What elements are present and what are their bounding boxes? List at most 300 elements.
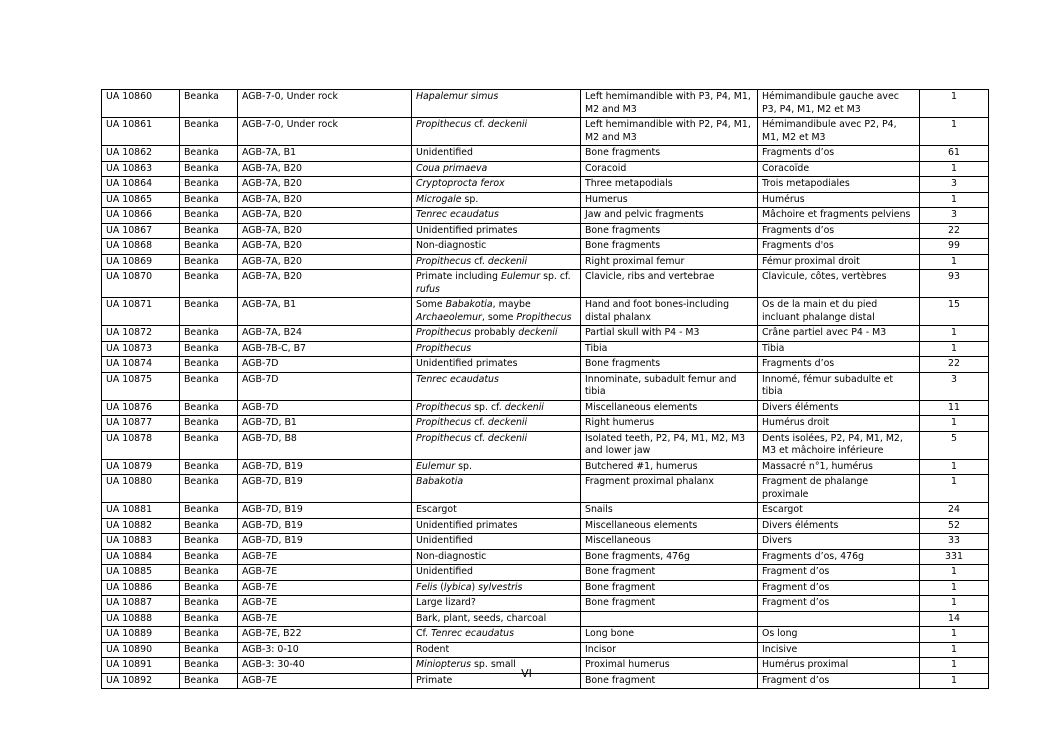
count-cell: 15 [920, 298, 989, 326]
site-cell: AGB-7D, B19 [238, 518, 412, 534]
site-cell: AGB-7A, B1 [238, 146, 412, 162]
catalog-number-cell: UA 10873 [102, 341, 180, 357]
count-cell: 1 [920, 118, 989, 146]
locality-cell: Beanka [180, 503, 238, 519]
taxon-cell [412, 357, 581, 373]
count-cell: 5 [920, 431, 989, 459]
site-cell: AGB-7D, B19 [238, 503, 412, 519]
taxon-segment: Propithecus [516, 311, 572, 323]
count-cell: 1 [920, 565, 989, 581]
count-cell: 1 [920, 580, 989, 596]
taxon-segment: Tenrec ecaudatus [416, 373, 499, 385]
catalog-number-cell: UA 10864 [102, 177, 180, 193]
table-row [102, 518, 989, 534]
catalog-number-cell: UA 10870 [102, 270, 180, 298]
element-english-cell: Proximal humerus [581, 658, 758, 674]
catalog-number-cell: UA 10880 [102, 475, 180, 503]
taxon-segment: Propithecus [416, 327, 472, 338]
count-cell: 1 [920, 596, 989, 612]
site-cell: AGB-7D, B19 [238, 475, 412, 503]
catalog-number-cell: UA 10889 [102, 627, 180, 643]
locality-cell: Beanka [180, 208, 238, 224]
catalog-number-cell: UA 10890 [102, 642, 180, 658]
taxon-segment: Propithecus [416, 342, 472, 354]
taxon-segment: deckenii [487, 119, 528, 130]
element-english-cell: Butchered #1, humerus [581, 459, 758, 475]
catalog-number-cell: UA 10862 [102, 146, 180, 162]
taxon-segment: Propithecus [416, 432, 472, 444]
taxon-segment: Miniopterus [416, 659, 472, 670]
table-row [102, 192, 989, 208]
taxon-segment: Escargot [416, 504, 457, 515]
table-row [102, 90, 989, 118]
taxon-cell [412, 431, 581, 459]
locality-cell: Beanka [180, 580, 238, 596]
site-cell: AGB-7E [238, 596, 412, 612]
taxon-segment: Felis [416, 581, 438, 593]
taxon-cell [412, 503, 581, 519]
locality-cell: Beanka [180, 177, 238, 193]
site-cell: AGB-3: 30-40 [238, 658, 412, 674]
taxon-segment: Large lizard? [416, 597, 476, 608]
element-english-cell: Bone fragments, 476g [581, 549, 758, 565]
taxon-segment: Propithecus [416, 417, 472, 428]
locality-cell: Beanka [180, 565, 238, 581]
taxon-segment: Eulemur [500, 271, 541, 282]
element-english-cell: Incisor [581, 642, 758, 658]
table-row [102, 118, 989, 146]
element-english-cell: Left hemimandible with P2, P4, M1, M2 and M3 [581, 118, 758, 146]
taxon-segment: Propithecus [416, 401, 472, 413]
table-row [102, 580, 989, 596]
table-row [102, 459, 989, 475]
site-cell: AGB-7E [238, 565, 412, 581]
element-french-cell: Dents isolées, P2, P4, M1, M2, M3 et mâchoire inférieure [758, 431, 920, 459]
element-english-cell: Tibia [581, 341, 758, 357]
taxon-cell [412, 611, 581, 627]
taxon-segment: sp. cf. [540, 271, 571, 282]
element-french-cell: Os de la main et du pied incluant phalange distal [758, 298, 920, 326]
site-cell: AGB-3: 0-10 [238, 642, 412, 658]
count-cell: 24 [920, 503, 989, 519]
site-cell: AGB-7A, B20 [238, 161, 412, 177]
table-row [102, 254, 989, 270]
site-cell: AGB-7D, B19 [238, 534, 412, 550]
catalog-number-cell: UA 10876 [102, 400, 180, 416]
catalog-number-cell: UA 10878 [102, 431, 180, 459]
table-row [102, 611, 989, 627]
table-row [102, 416, 989, 432]
taxon-cell [412, 475, 581, 503]
site-cell: AGB-7A, B20 [238, 223, 412, 239]
element-french-cell: Fragments d’os [758, 357, 920, 373]
element-english-cell: Innominate, subadult femur and tibia [581, 372, 758, 400]
taxon-cell [412, 372, 581, 400]
catalog-number-cell: UA 10875 [102, 372, 180, 400]
site-cell: AGB-7A, B1 [238, 298, 412, 326]
catalog-number-cell: UA 10881 [102, 503, 180, 519]
catalog-number-cell: UA 10860 [102, 90, 180, 118]
count-cell: 3 [920, 208, 989, 224]
table-row [102, 503, 989, 519]
element-french-cell: Humérus droit [758, 416, 920, 432]
catalog-number-cell: UA 10888 [102, 611, 180, 627]
locality-cell: Beanka [180, 475, 238, 503]
locality-cell: Beanka [180, 146, 238, 162]
specimen-table [101, 89, 989, 689]
locality-cell: Beanka [180, 223, 238, 239]
taxon-segment: Rodent [416, 643, 450, 655]
locality-cell: Beanka [180, 239, 238, 255]
taxon-segment: Non-diagnostic [416, 550, 487, 562]
taxon-segment: ( [437, 581, 444, 593]
element-english-cell: Hand and foot bones-including distal phalanx [581, 298, 758, 326]
table-row [102, 177, 989, 193]
catalog-number-cell: UA 10863 [102, 161, 180, 177]
taxon-cell [412, 177, 581, 193]
element-french-cell: Fragments d'os [758, 239, 920, 255]
element-english-cell: Snails [581, 503, 758, 519]
taxon-segment: Unidentified [416, 566, 473, 577]
site-cell: AGB-7B-C, B7 [238, 341, 412, 357]
element-french-cell: Trois metapodiales [758, 177, 920, 193]
taxon-segment: Hapalemur simus [416, 91, 499, 102]
element-french-cell: Hémimandibule avec P2, P4, M1, M2 et M3 [758, 118, 920, 146]
element-french-cell: Fragments d’os, 476g [758, 549, 920, 565]
site-cell: AGB-7D, B19 [238, 459, 412, 475]
site-cell: AGB-7D [238, 400, 412, 416]
element-french-cell: Fémur proximal droit [758, 254, 920, 270]
taxon-segment: sp. [455, 460, 472, 472]
taxon-cell [412, 161, 581, 177]
locality-cell: Beanka [180, 270, 238, 298]
element-french-cell: Tibia [758, 341, 920, 357]
element-french-cell: Humérus [758, 192, 920, 208]
count-cell: 1 [920, 90, 989, 118]
taxon-segment: , maybe [492, 299, 531, 310]
locality-cell: Beanka [180, 372, 238, 400]
taxon-cell [412, 416, 581, 432]
site-cell: AGB-7-0, Under rock [238, 90, 412, 118]
catalog-number-cell: UA 10872 [102, 326, 180, 342]
taxon-segment: Tenrec ecaudatus [431, 628, 514, 639]
taxon-segment: Primate [416, 674, 453, 686]
element-french-cell: Escargot [758, 503, 920, 519]
count-cell: 1 [920, 459, 989, 475]
locality-cell: Beanka [180, 90, 238, 118]
table-row [102, 549, 989, 565]
page-number: VI [521, 667, 532, 680]
taxon-segment: sylvestris [478, 581, 523, 593]
locality-cell: Beanka [180, 534, 238, 550]
taxon-cell [412, 518, 581, 534]
table-row [102, 400, 989, 416]
element-french-cell [758, 611, 920, 627]
count-cell: 99 [920, 239, 989, 255]
element-french-cell: Clavicule, côtes, vertèbres [758, 270, 920, 298]
taxon-cell [412, 192, 581, 208]
catalog-number-cell: UA 10871 [102, 298, 180, 326]
taxon-cell [412, 270, 581, 298]
element-french-cell: Crâne partiel avec P4 - M3 [758, 326, 920, 342]
taxon-segment: deckenii [487, 417, 528, 428]
table-row [102, 326, 989, 342]
element-french-cell: Fragment de phalange proximale [758, 475, 920, 503]
taxon-cell [412, 118, 581, 146]
taxon-segment: sp. cf. [471, 401, 505, 413]
element-french-cell: Innomé, fémur subadulte et tibia [758, 372, 920, 400]
catalog-number-cell: UA 10886 [102, 580, 180, 596]
element-english-cell: Bone fragments [581, 357, 758, 373]
table-row [102, 341, 989, 357]
catalog-number-cell: UA 10892 [102, 673, 180, 689]
element-english-cell: Right humerus [581, 416, 758, 432]
count-cell: 331 [920, 549, 989, 565]
taxon-cell [412, 549, 581, 565]
element-english-cell: Right proximal femur [581, 254, 758, 270]
count-cell: 22 [920, 223, 989, 239]
element-french-cell: Fragment d’os [758, 580, 920, 596]
count-cell: 1 [920, 341, 989, 357]
catalog-number-cell: UA 10884 [102, 549, 180, 565]
site-cell: AGB-7D [238, 372, 412, 400]
count-cell: 1 [920, 642, 989, 658]
element-french-cell: Os long [758, 627, 920, 643]
catalog-number-cell: UA 10887 [102, 596, 180, 612]
taxon-cell [412, 534, 581, 550]
element-french-cell: Coracoïde [758, 161, 920, 177]
element-french-cell: Divers éléments [758, 400, 920, 416]
taxon-segment: Propithecus [416, 255, 472, 267]
locality-cell: Beanka [180, 357, 238, 373]
count-cell: 1 [920, 627, 989, 643]
table-row [102, 239, 989, 255]
element-english-cell: Fragment proximal phalanx [581, 475, 758, 503]
table-row [102, 642, 989, 658]
site-cell: AGB-7E [238, 673, 412, 689]
taxon-segment: Eulemur [416, 460, 456, 472]
element-french-cell: Incisive [758, 642, 920, 658]
taxon-segment: Primate including [416, 271, 501, 282]
taxon-segment: , some [481, 311, 517, 323]
element-english-cell: Bone fragments [581, 239, 758, 255]
element-english-cell: Bone fragment [581, 673, 758, 689]
taxon-cell [412, 239, 581, 255]
locality-cell: Beanka [180, 161, 238, 177]
taxon-segment: deckenii [487, 255, 528, 267]
count-cell: 11 [920, 400, 989, 416]
count-cell: 1 [920, 254, 989, 270]
taxon-cell [412, 400, 581, 416]
count-cell: 52 [920, 518, 989, 534]
element-english-cell: Miscellaneous elements [581, 400, 758, 416]
element-english-cell: Bone fragments [581, 146, 758, 162]
specimen-table-body [102, 90, 989, 689]
site-cell: AGB-7A, B20 [238, 239, 412, 255]
site-cell: AGB-7A, B20 [238, 270, 412, 298]
element-english-cell [581, 611, 758, 627]
site-cell: AGB-7D, B8 [238, 431, 412, 459]
taxon-cell [412, 254, 581, 270]
catalog-number-cell: UA 10877 [102, 416, 180, 432]
element-english-cell: Clavicle, ribs and vertebrae [581, 270, 758, 298]
count-cell: 1 [920, 161, 989, 177]
taxon-cell [412, 208, 581, 224]
table-row [102, 431, 989, 459]
table-row [102, 596, 989, 612]
catalog-number-cell: UA 10885 [102, 565, 180, 581]
catalog-number-cell: UA 10891 [102, 658, 180, 674]
locality-cell: Beanka [180, 673, 238, 689]
taxon-cell [412, 580, 581, 596]
taxon-segment: sp. [461, 193, 479, 205]
taxon-cell [412, 627, 581, 643]
taxon-segment: Cryptoprocta ferox [416, 178, 505, 189]
taxon-cell [412, 341, 581, 357]
element-english-cell: Bone fragments [581, 223, 758, 239]
taxon-segment: Archaeolemur [416, 311, 482, 323]
taxon-segment: Microgale [416, 193, 462, 205]
element-french-cell: Divers [758, 534, 920, 550]
table-row [102, 475, 989, 503]
element-english-cell: Bone fragment [581, 565, 758, 581]
taxon-cell [412, 223, 581, 239]
site-cell: AGB-7E [238, 611, 412, 627]
taxon-segment: rufus [416, 283, 440, 295]
catalog-number-cell: UA 10861 [102, 118, 180, 146]
element-french-cell: Divers éléments [758, 518, 920, 534]
element-french-cell: Massacré n°1, humérus [758, 459, 920, 475]
taxon-segment: Unidentified primates [416, 519, 518, 531]
locality-cell: Beanka [180, 341, 238, 357]
element-english-cell: Isolated teeth, P2, P4, M1, M2, M3 and lower jaw [581, 431, 758, 459]
site-cell: AGB-7D [238, 357, 412, 373]
element-english-cell: Humerus [581, 192, 758, 208]
locality-cell: Beanka [180, 192, 238, 208]
site-cell: AGB-7A, B20 [238, 208, 412, 224]
locality-cell: Beanka [180, 416, 238, 432]
count-cell: 1 [920, 192, 989, 208]
count-cell: 61 [920, 146, 989, 162]
taxon-segment: Unidentified primates [416, 224, 518, 236]
site-cell: AGB-7A, B20 [238, 192, 412, 208]
taxon-segment: lybica [443, 581, 472, 593]
taxon-segment: Babakotia [445, 299, 493, 310]
table-row [102, 372, 989, 400]
site-cell: AGB-7D, B1 [238, 416, 412, 432]
taxon-segment: deckenii [504, 401, 544, 413]
table-row [102, 223, 989, 239]
table-row [102, 627, 989, 643]
locality-cell: Beanka [180, 326, 238, 342]
count-cell: 1 [920, 326, 989, 342]
taxon-cell [412, 146, 581, 162]
count-cell: 1 [920, 416, 989, 432]
taxon-segment: Unidentified [416, 147, 473, 158]
catalog-number-cell: UA 10874 [102, 357, 180, 373]
count-cell: 93 [920, 270, 989, 298]
site-cell: AGB-7-0, Under rock [238, 118, 412, 146]
taxon-segment: Non-diagnostic [416, 240, 487, 251]
element-french-cell: Mâchoire et fragments pelviens [758, 208, 920, 224]
site-cell: AGB-7E [238, 549, 412, 565]
table-row [102, 208, 989, 224]
element-french-cell: Fragment d’os [758, 673, 920, 689]
locality-cell: Beanka [180, 459, 238, 475]
locality-cell: Beanka [180, 596, 238, 612]
taxon-cell [412, 565, 581, 581]
taxon-segment: cf. [471, 417, 488, 428]
catalog-number-cell: UA 10869 [102, 254, 180, 270]
locality-cell: Beanka [180, 658, 238, 674]
element-french-cell: Fragment d’os [758, 596, 920, 612]
taxon-segment: Babakotia [416, 476, 464, 487]
element-french-cell: Fragments d’os [758, 223, 920, 239]
taxon-segment: Bark, plant, seeds, charcoal [416, 612, 547, 624]
locality-cell: Beanka [180, 254, 238, 270]
count-cell: 1 [920, 673, 989, 689]
table-row [102, 298, 989, 326]
element-english-cell: Partial skull with P4 - M3 [581, 326, 758, 342]
table-row [102, 534, 989, 550]
locality-cell: Beanka [180, 400, 238, 416]
count-cell: 1 [920, 658, 989, 674]
locality-cell: Beanka [180, 627, 238, 643]
count-cell: 3 [920, 372, 989, 400]
table-row [102, 357, 989, 373]
element-english-cell: Bone fragment [581, 580, 758, 596]
table-row [102, 146, 989, 162]
element-english-cell: Left hemimandible with P3, P4, M1, M2 and M3 [581, 90, 758, 118]
locality-cell: Beanka [180, 549, 238, 565]
table-row [102, 565, 989, 581]
element-french-cell: Hémimandibule gauche avec P3, P4, M1, M2 et M3 [758, 90, 920, 118]
locality-cell: Beanka [180, 611, 238, 627]
taxon-cell [412, 459, 581, 475]
taxon-cell [412, 642, 581, 658]
locality-cell: Beanka [180, 642, 238, 658]
taxon-cell [412, 298, 581, 326]
taxon-segment: Unidentified [416, 535, 473, 546]
taxon-cell [412, 596, 581, 612]
element-english-cell: Three metapodials [581, 177, 758, 193]
taxon-segment: probably [471, 327, 519, 338]
element-french-cell: Fragment d’os [758, 565, 920, 581]
taxon-segment: sp. small [471, 659, 516, 670]
site-cell: AGB-7A, B20 [238, 177, 412, 193]
taxon-segment: cf. [471, 119, 488, 130]
taxon-cell [412, 90, 581, 118]
table-row [102, 270, 989, 298]
site-cell: AGB-7A, B20 [238, 254, 412, 270]
table-row [102, 161, 989, 177]
element-french-cell: Humérus proximal [758, 658, 920, 674]
taxon-segment: Tenrec ecaudatus [416, 209, 499, 220]
taxon-segment: Unidentified primates [416, 358, 518, 369]
taxon-segment: Propithecus [416, 119, 472, 130]
element-english-cell: Long bone [581, 627, 758, 643]
taxon-segment: deckenii [487, 432, 528, 444]
count-cell: 1 [920, 475, 989, 503]
taxon-segment: ) [471, 581, 479, 593]
catalog-number-cell: UA 10868 [102, 239, 180, 255]
element-english-cell: Jaw and pelvic fragments [581, 208, 758, 224]
locality-cell: Beanka [180, 298, 238, 326]
site-cell: AGB-7A, B24 [238, 326, 412, 342]
taxon-segment: cf. [471, 255, 488, 267]
catalog-number-cell: UA 10865 [102, 192, 180, 208]
count-cell: 33 [920, 534, 989, 550]
